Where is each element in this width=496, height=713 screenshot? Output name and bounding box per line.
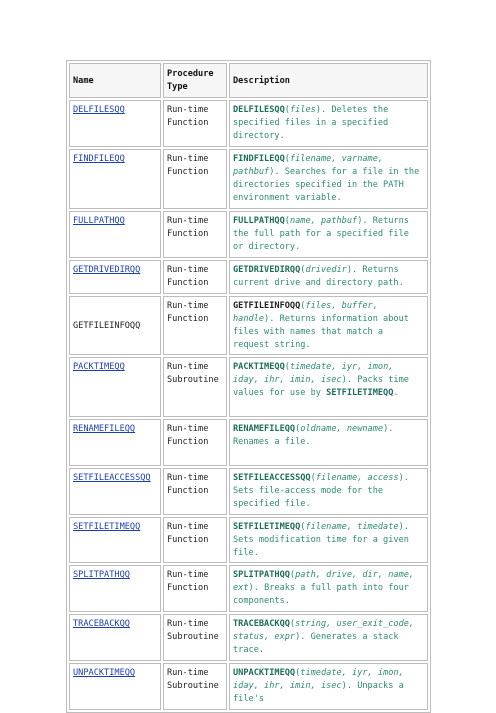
procedure-type-cell: Run-time Subroutine bbox=[163, 614, 227, 661]
name-cell bbox=[69, 614, 161, 661]
signature-name: TRACEBACKQQ bbox=[233, 619, 290, 629]
reference-table-container bbox=[66, 60, 431, 713]
signature-arguments: path, drive, dir, name, ext bbox=[233, 570, 415, 593]
name-cell bbox=[69, 149, 161, 209]
description-cell: GETFILEINFOQQ(files, buffer, handle). Returns information about files with names that match a request string. bbox=[229, 296, 428, 355]
description-cell: GETDRIVEDIRQQ(drivedir). Returns current drive and directory path. bbox=[229, 260, 428, 294]
description-cell: SETFILEACCESSQQ(filename, access). Sets file-access mode for the specified file. bbox=[229, 468, 428, 515]
name-cell bbox=[69, 517, 161, 563]
signature-name: SPLITPATHQQ bbox=[233, 570, 290, 580]
header-description: Description bbox=[229, 63, 428, 98]
signature-name: FULLPATHQQ bbox=[233, 216, 285, 226]
procedure-type-cell: Run-time Subroutine bbox=[163, 357, 227, 417]
procedure-link[interactable]: FULLPATHQQ bbox=[73, 216, 125, 226]
table-row bbox=[69, 357, 428, 417]
name-cell bbox=[69, 419, 161, 466]
table-row bbox=[69, 419, 428, 466]
description-text: . Unpacks a file's bbox=[233, 681, 404, 704]
procedure-name: GETFILEINFOQQ bbox=[73, 320, 141, 331]
description-cell: DELFILESQQ(files). Deletes the specified files in a specified directory. bbox=[229, 100, 428, 147]
table-row bbox=[69, 211, 428, 258]
name-cell bbox=[69, 296, 161, 355]
signature-arguments: timedate, iyr, imon, iday, ihr, imin, isec bbox=[233, 668, 404, 691]
procedure-type-cell: Run-time Function bbox=[163, 149, 227, 209]
procedure-type-cell: Run-time Function bbox=[163, 419, 227, 466]
referenced-procedure: SETFILETIMEQQ bbox=[326, 388, 394, 398]
description-text: . Breaks a full path into four components. bbox=[233, 583, 409, 606]
signature-arguments: timedate, iyr, imon, iday, ihr, imin, isec bbox=[233, 362, 394, 385]
description-cell: UNPACKTIMEQQ(timedate, iyr, imon, iday, ihr, imin, isec). Unpacks a file's bbox=[229, 663, 428, 710]
name-cell bbox=[69, 468, 161, 515]
signature-name: DELFILESQQ bbox=[233, 105, 285, 115]
name-cell bbox=[69, 260, 161, 294]
procedure-type-cell: Run-time Subroutine bbox=[163, 663, 227, 710]
signature-arguments: files, buffer, handle bbox=[233, 301, 378, 324]
signature-name: SETFILEACCESSQQ bbox=[233, 473, 311, 483]
description-text: . Returns the full path for a specified file or directory. bbox=[233, 216, 409, 252]
procedure-link[interactable]: PACKTIMEQQ bbox=[73, 362, 125, 372]
description-text: . Renames a file. bbox=[233, 424, 394, 447]
signature-arguments: filename, timedate bbox=[305, 522, 399, 532]
description-text: . Sets modification time for a given file. bbox=[233, 522, 409, 558]
table-row bbox=[69, 565, 428, 612]
procedure-type-cell: Run-time Function bbox=[163, 296, 227, 355]
table-row bbox=[69, 260, 428, 294]
signature-name: GETFILEINFOQQ bbox=[233, 301, 301, 311]
procedure-type-cell: Run-time Function bbox=[163, 260, 227, 294]
signature-arguments: name, pathbuf bbox=[289, 216, 358, 226]
description-cell: RENAMEFILEQQ(oldname, newname). Renames a file. bbox=[229, 419, 428, 466]
signature-name: PACKTIMEQQ bbox=[233, 362, 285, 372]
procedure-link[interactable]: UNPACKTIMEQQ bbox=[73, 668, 136, 678]
description-text: . Sets file-access mode for the specified file. bbox=[233, 473, 409, 509]
procedure-link[interactable]: SPLITPATHQQ bbox=[73, 570, 130, 580]
name-cell bbox=[69, 357, 161, 417]
name-cell bbox=[69, 100, 161, 147]
description-tail: . bbox=[393, 388, 399, 398]
description-text: . Packs time values for use by bbox=[233, 375, 409, 398]
procedure-link[interactable]: DELFILESQQ bbox=[73, 105, 125, 115]
signature-name: GETDRIVEDIRQQ bbox=[233, 265, 301, 275]
description-cell: SPLITPATHQQ(path, drive, dir, name, ext). Breaks a full path into four components. bbox=[229, 565, 428, 612]
signature-arguments: filename, access bbox=[315, 473, 399, 483]
procedure-type-cell: Run-time Function bbox=[163, 565, 227, 612]
procedure-type-cell: Run-time Function bbox=[163, 517, 227, 563]
procedure-type-cell: Run-time Function bbox=[163, 468, 227, 515]
description-cell: FULLPATHQQ(name, pathbuf). Returns the full path for a specified file or directory. bbox=[229, 211, 428, 258]
signature-arguments: oldname, newname bbox=[300, 424, 384, 434]
signature-name: SETFILETIMEQQ bbox=[233, 522, 301, 532]
table-row bbox=[69, 468, 428, 515]
name-cell bbox=[69, 211, 161, 258]
procedure-type-cell: Run-time Function bbox=[163, 100, 227, 147]
signature-arguments: drivedir bbox=[305, 265, 347, 275]
signature-name: RENAMEFILEQQ bbox=[233, 424, 296, 434]
table-body bbox=[69, 100, 428, 710]
description-text: . Returns current drive and directory path. bbox=[233, 265, 404, 288]
table-row bbox=[69, 517, 428, 563]
procedure-link[interactable]: RENAMEFILEQQ bbox=[73, 424, 136, 434]
signature-arguments: filename, varname, pathbuf bbox=[233, 154, 384, 177]
signature-arguments: string, user_exit_code, status, expr bbox=[233, 619, 415, 642]
description-text: . Searches for a file in the directories specified in the PATH environment variable. bbox=[233, 167, 420, 203]
description-text: . Deletes the specified files in a specified directory. bbox=[233, 105, 389, 141]
signature-arguments: files bbox=[289, 105, 316, 115]
procedure-link[interactable]: SETFILETIMEQQ bbox=[73, 522, 141, 532]
table-row bbox=[69, 149, 428, 209]
procedure-link[interactable]: SETFILEACCESSQQ bbox=[73, 473, 151, 483]
description-cell: TRACEBACKQQ(string, user_exit_code, status, expr). Generates a stack trace. bbox=[229, 614, 428, 661]
procedure-type-cell: Run-time Function bbox=[163, 211, 227, 258]
table-row bbox=[69, 663, 428, 710]
description-cell: PACKTIMEQQ(timedate, iyr, imon, iday, ihr, imin, isec). Packs time values for use by SETFILETIMEQQ. bbox=[229, 357, 428, 417]
header-procedure-type: Procedure Type bbox=[163, 63, 227, 98]
name-cell bbox=[69, 663, 161, 710]
procedure-link[interactable]: TRACEBACKQQ bbox=[73, 619, 130, 629]
signature-name: UNPACKTIMEQQ bbox=[233, 668, 296, 678]
signature-name: FINDFILEQQ bbox=[233, 154, 285, 164]
description-cell: SETFILETIMEQQ(filename, timedate). Sets modification time for a given file. bbox=[229, 517, 428, 563]
procedure-link[interactable]: FINDFILEQQ bbox=[73, 154, 125, 164]
table-row bbox=[69, 614, 428, 661]
table-header-row bbox=[69, 63, 428, 98]
description-text: . Generates a stack trace. bbox=[233, 632, 399, 655]
header-name: Name bbox=[69, 63, 161, 98]
table-row bbox=[69, 100, 428, 147]
description-text: . Returns information about files with names that match a request string. bbox=[233, 314, 409, 350]
file-procedures-table bbox=[66, 60, 431, 713]
name-cell bbox=[69, 565, 161, 612]
procedure-link[interactable]: GETDRIVEDIRQQ bbox=[73, 265, 141, 275]
description-cell: FINDFILEQQ(filename, varname, pathbuf). Searches for a file in the directories specified in the PATH environment variable. bbox=[229, 149, 428, 209]
table-row bbox=[69, 296, 428, 355]
